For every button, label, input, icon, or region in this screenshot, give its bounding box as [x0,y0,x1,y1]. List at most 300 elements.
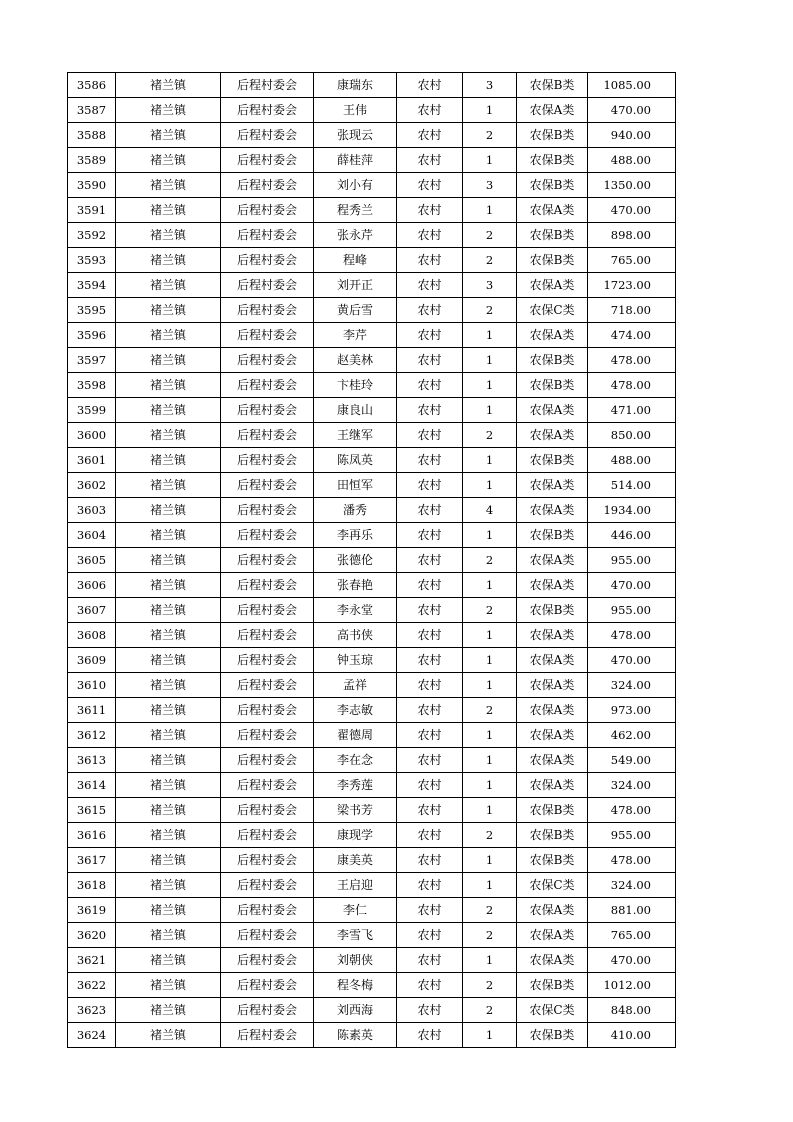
table-row [68,898,676,923]
insurance-category-cell: 农保B类 [517,798,588,823]
insurance-category-cell: 农保B类 [517,223,588,248]
town-cell: 褚兰镇 [116,198,221,223]
name-cell: 张现云 [314,123,397,148]
serial-number-cell: 3613 [68,748,116,773]
table-row [68,348,676,373]
serial-number-cell: 3622 [68,973,116,998]
serial-number-cell: 3590 [68,173,116,198]
household-type-cell: 农村 [397,498,463,523]
amount-cell: 718.00 [588,298,676,323]
amount-cell: 973.00 [588,698,676,723]
table-row [68,948,676,973]
town-cell: 褚兰镇 [116,598,221,623]
serial-number-cell: 3599 [68,398,116,423]
serial-number-cell: 3608 [68,623,116,648]
serial-number-cell: 3615 [68,798,116,823]
name-cell: 翟德周 [314,723,397,748]
amount-cell: 765.00 [588,923,676,948]
household-type-cell: 农村 [397,323,463,348]
insurance-category-cell: 农保A类 [517,948,588,973]
serial-number-cell: 3618 [68,873,116,898]
amount-cell: 446.00 [588,523,676,548]
serial-number-cell: 3614 [68,773,116,798]
village-committee-cell: 后程村委会 [221,573,314,598]
people-count-cell: 1 [463,723,517,748]
household-type-cell: 农村 [397,848,463,873]
town-cell: 褚兰镇 [116,148,221,173]
household-type-cell: 农村 [397,223,463,248]
serial-number-cell: 3587 [68,98,116,123]
people-count-cell: 2 [463,998,517,1023]
insurance-category-cell: 农保B类 [517,248,588,273]
household-type-cell: 农村 [397,623,463,648]
insurance-category-cell: 农保A类 [517,573,588,598]
household-type-cell: 农村 [397,1023,463,1048]
people-count-cell: 3 [463,273,517,298]
insurance-category-cell: 农保B类 [517,1023,588,1048]
household-type-cell: 农村 [397,273,463,298]
household-type-cell: 农村 [397,98,463,123]
name-cell: 李仁 [314,898,397,923]
people-count-cell: 1 [463,873,517,898]
table-row [68,423,676,448]
serial-number-cell: 3603 [68,498,116,523]
people-count-cell: 1 [463,848,517,873]
village-committee-cell: 后程村委会 [221,973,314,998]
amount-cell: 881.00 [588,898,676,923]
serial-number-cell: 3617 [68,848,116,873]
serial-number-cell: 3605 [68,548,116,573]
amount-cell: 549.00 [588,748,676,773]
town-cell: 褚兰镇 [116,1023,221,1048]
village-committee-cell: 后程村委会 [221,923,314,948]
amount-cell: 470.00 [588,98,676,123]
household-type-cell: 农村 [397,123,463,148]
town-cell: 褚兰镇 [116,173,221,198]
serial-number-cell: 3621 [68,948,116,973]
name-cell: 张永芹 [314,223,397,248]
village-committee-cell: 后程村委会 [221,598,314,623]
village-committee-cell: 后程村委会 [221,748,314,773]
name-cell: 李志敏 [314,698,397,723]
amount-cell: 478.00 [588,798,676,823]
town-cell: 褚兰镇 [116,323,221,348]
relief-roster-table [67,72,676,1048]
amount-cell: 470.00 [588,573,676,598]
amount-cell: 955.00 [588,823,676,848]
people-count-cell: 2 [463,223,517,248]
household-type-cell: 农村 [397,598,463,623]
household-type-cell: 农村 [397,948,463,973]
town-cell: 褚兰镇 [116,423,221,448]
name-cell: 康瑞东 [314,73,397,98]
serial-number-cell: 3611 [68,698,116,723]
village-committee-cell: 后程村委会 [221,723,314,748]
insurance-category-cell: 农保A类 [517,648,588,673]
amount-cell: 488.00 [588,148,676,173]
insurance-category-cell: 农保C类 [517,298,588,323]
town-cell: 褚兰镇 [116,998,221,1023]
household-type-cell: 农村 [397,398,463,423]
village-committee-cell: 后程村委会 [221,398,314,423]
village-committee-cell: 后程村委会 [221,73,314,98]
town-cell: 褚兰镇 [116,673,221,698]
household-type-cell: 农村 [397,448,463,473]
name-cell: 程峰 [314,248,397,273]
name-cell: 康现学 [314,823,397,848]
serial-number-cell: 3624 [68,1023,116,1048]
village-committee-cell: 后程村委会 [221,323,314,348]
table-row [68,698,676,723]
household-type-cell: 农村 [397,248,463,273]
household-type-cell: 农村 [397,173,463,198]
serial-number-cell: 3594 [68,273,116,298]
amount-cell: 1012.00 [588,973,676,998]
name-cell: 刘西海 [314,998,397,1023]
village-committee-cell: 后程村委会 [221,148,314,173]
amount-cell: 478.00 [588,348,676,373]
town-cell: 褚兰镇 [116,398,221,423]
serial-number-cell: 3588 [68,123,116,148]
amount-cell: 470.00 [588,648,676,673]
people-count-cell: 2 [463,923,517,948]
town-cell: 褚兰镇 [116,523,221,548]
insurance-category-cell: 农保A类 [517,98,588,123]
name-cell: 康良山 [314,398,397,423]
people-count-cell: 1 [463,1023,517,1048]
amount-cell: 1350.00 [588,173,676,198]
people-count-cell: 1 [463,373,517,398]
town-cell: 褚兰镇 [116,973,221,998]
town-cell: 褚兰镇 [116,648,221,673]
people-count-cell: 2 [463,898,517,923]
insurance-category-cell: 农保A类 [517,198,588,223]
village-committee-cell: 后程村委会 [221,698,314,723]
people-count-cell: 1 [463,523,517,548]
table-row [68,473,676,498]
name-cell: 卞桂玲 [314,373,397,398]
table-row [68,123,676,148]
town-cell: 褚兰镇 [116,923,221,948]
people-count-cell: 2 [463,298,517,323]
insurance-category-cell: 农保B类 [517,148,588,173]
village-committee-cell: 后程村委会 [221,98,314,123]
insurance-category-cell: 农保A类 [517,748,588,773]
insurance-category-cell: 农保A类 [517,698,588,723]
village-committee-cell: 后程村委会 [221,123,314,148]
town-cell: 褚兰镇 [116,573,221,598]
table-row [68,848,676,873]
table-row [68,623,676,648]
insurance-category-cell: 农保B类 [517,523,588,548]
table-row [68,973,676,998]
people-count-cell: 1 [463,748,517,773]
people-count-cell: 2 [463,548,517,573]
household-type-cell: 农村 [397,648,463,673]
village-committee-cell: 后程村委会 [221,473,314,498]
insurance-category-cell: 农保C类 [517,998,588,1023]
town-cell: 褚兰镇 [116,798,221,823]
village-committee-cell: 后程村委会 [221,173,314,198]
amount-cell: 324.00 [588,773,676,798]
serial-number-cell: 3595 [68,298,116,323]
serial-number-cell: 3623 [68,998,116,1023]
amount-cell: 470.00 [588,198,676,223]
village-committee-cell: 后程村委会 [221,298,314,323]
village-committee-cell: 后程村委会 [221,798,314,823]
insurance-category-cell: 农保B类 [517,973,588,998]
table-row [68,923,676,948]
town-cell: 褚兰镇 [116,98,221,123]
amount-cell: 410.00 [588,1023,676,1048]
household-type-cell: 农村 [397,823,463,848]
table-row [68,823,676,848]
people-count-cell: 1 [463,948,517,973]
village-committee-cell: 后程村委会 [221,998,314,1023]
insurance-category-cell: 农保C类 [517,873,588,898]
village-committee-cell: 后程村委会 [221,273,314,298]
name-cell: 潘秀 [314,498,397,523]
serial-number-cell: 3597 [68,348,116,373]
village-committee-cell: 后程村委会 [221,548,314,573]
people-count-cell: 2 [463,598,517,623]
insurance-category-cell: 农保B类 [517,823,588,848]
household-type-cell: 农村 [397,373,463,398]
town-cell: 褚兰镇 [116,373,221,398]
amount-cell: 940.00 [588,123,676,148]
insurance-category-cell: 农保A类 [517,498,588,523]
serial-number-cell: 3593 [68,248,116,273]
table-row [68,548,676,573]
people-count-cell: 4 [463,498,517,523]
amount-cell: 474.00 [588,323,676,348]
name-cell: 田恒军 [314,473,397,498]
insurance-category-cell: 农保B类 [517,598,588,623]
amount-cell: 1723.00 [588,273,676,298]
serial-number-cell: 3607 [68,598,116,623]
name-cell: 刘小有 [314,173,397,198]
household-type-cell: 农村 [397,573,463,598]
household-type-cell: 农村 [397,898,463,923]
insurance-category-cell: 农保B类 [517,448,588,473]
household-type-cell: 农村 [397,748,463,773]
village-committee-cell: 后程村委会 [221,1023,314,1048]
table-row [68,248,676,273]
table-row [68,773,676,798]
name-cell: 李雪飞 [314,923,397,948]
table-row [68,323,676,348]
people-count-cell: 3 [463,173,517,198]
name-cell: 陈凤英 [314,448,397,473]
people-count-cell: 1 [463,573,517,598]
table-row [68,573,676,598]
people-count-cell: 1 [463,448,517,473]
village-committee-cell: 后程村委会 [221,223,314,248]
town-cell: 褚兰镇 [116,773,221,798]
serial-number-cell: 3620 [68,923,116,948]
insurance-category-cell: 农保A类 [517,473,588,498]
name-cell: 钟玉琼 [314,648,397,673]
amount-cell: 1934.00 [588,498,676,523]
table-row [68,723,676,748]
people-count-cell: 2 [463,698,517,723]
village-committee-cell: 后程村委会 [221,248,314,273]
town-cell: 褚兰镇 [116,248,221,273]
people-count-cell: 1 [463,398,517,423]
household-type-cell: 农村 [397,998,463,1023]
serial-number-cell: 3600 [68,423,116,448]
amount-cell: 955.00 [588,548,676,573]
name-cell: 梁书芳 [314,798,397,823]
name-cell: 孟祥 [314,673,397,698]
serial-number-cell: 3592 [68,223,116,248]
village-committee-cell: 后程村委会 [221,648,314,673]
town-cell: 褚兰镇 [116,698,221,723]
table-row [68,173,676,198]
amount-cell: 514.00 [588,473,676,498]
table-row [68,298,676,323]
serial-number-cell: 3598 [68,373,116,398]
household-type-cell: 农村 [397,973,463,998]
village-committee-cell: 后程村委会 [221,773,314,798]
village-committee-cell: 后程村委会 [221,873,314,898]
table-row [68,873,676,898]
table-row [68,223,676,248]
table-row [68,748,676,773]
village-committee-cell: 后程村委会 [221,623,314,648]
table-row [68,1023,676,1048]
insurance-category-cell: 农保B类 [517,348,588,373]
name-cell: 薛桂萍 [314,148,397,173]
table-row [68,98,676,123]
name-cell: 刘开正 [314,273,397,298]
village-committee-cell: 后程村委会 [221,448,314,473]
table-row [68,398,676,423]
people-count-cell: 1 [463,98,517,123]
insurance-category-cell: 农保A类 [517,623,588,648]
town-cell: 褚兰镇 [116,623,221,648]
table-row [68,673,676,698]
name-cell: 张德伦 [314,548,397,573]
table-row [68,798,676,823]
people-count-cell: 1 [463,323,517,348]
serial-number-cell: 3616 [68,823,116,848]
town-cell: 褚兰镇 [116,448,221,473]
amount-cell: 471.00 [588,398,676,423]
serial-number-cell: 3610 [68,673,116,698]
insurance-category-cell: 农保B类 [517,848,588,873]
serial-number-cell: 3589 [68,148,116,173]
name-cell: 王继军 [314,423,397,448]
table-row [68,648,676,673]
people-count-cell: 2 [463,123,517,148]
people-count-cell: 2 [463,248,517,273]
town-cell: 褚兰镇 [116,273,221,298]
town-cell: 褚兰镇 [116,348,221,373]
people-count-cell: 1 [463,198,517,223]
name-cell: 赵美林 [314,348,397,373]
village-committee-cell: 后程村委会 [221,673,314,698]
village-committee-cell: 后程村委会 [221,373,314,398]
village-committee-cell: 后程村委会 [221,198,314,223]
insurance-category-cell: 农保A类 [517,923,588,948]
household-type-cell: 农村 [397,423,463,448]
town-cell: 褚兰镇 [116,848,221,873]
amount-cell: 898.00 [588,223,676,248]
amount-cell: 462.00 [588,723,676,748]
town-cell: 褚兰镇 [116,473,221,498]
name-cell: 李芹 [314,323,397,348]
name-cell: 高书侠 [314,623,397,648]
table-row [68,998,676,1023]
insurance-category-cell: 农保A类 [517,723,588,748]
amount-cell: 850.00 [588,423,676,448]
town-cell: 褚兰镇 [116,298,221,323]
household-type-cell: 农村 [397,523,463,548]
insurance-category-cell: 农保A类 [517,673,588,698]
household-type-cell: 农村 [397,298,463,323]
insurance-category-cell: 农保A类 [517,773,588,798]
household-type-cell: 农村 [397,698,463,723]
serial-number-cell: 3596 [68,323,116,348]
household-type-cell: 农村 [397,673,463,698]
people-count-cell: 3 [463,73,517,98]
serial-number-cell: 3602 [68,473,116,498]
amount-cell: 765.00 [588,248,676,273]
insurance-category-cell: 农保A类 [517,323,588,348]
name-cell: 黄后雪 [314,298,397,323]
village-committee-cell: 后程村委会 [221,498,314,523]
town-cell: 褚兰镇 [116,498,221,523]
insurance-category-cell: 农保B类 [517,373,588,398]
town-cell: 褚兰镇 [116,823,221,848]
table-row [68,523,676,548]
name-cell: 李在念 [314,748,397,773]
serial-number-cell: 3586 [68,73,116,98]
village-committee-cell: 后程村委会 [221,948,314,973]
insurance-category-cell: 农保B类 [517,123,588,148]
town-cell: 褚兰镇 [116,723,221,748]
name-cell: 陈素英 [314,1023,397,1048]
village-committee-cell: 后程村委会 [221,348,314,373]
insurance-category-cell: 农保B类 [517,73,588,98]
people-count-cell: 2 [463,423,517,448]
people-count-cell: 1 [463,773,517,798]
serial-number-cell: 3612 [68,723,116,748]
table-row [68,598,676,623]
insurance-category-cell: 农保A类 [517,398,588,423]
name-cell: 李再乐 [314,523,397,548]
household-type-cell: 农村 [397,548,463,573]
serial-number-cell: 3619 [68,898,116,923]
amount-cell: 470.00 [588,948,676,973]
town-cell: 褚兰镇 [116,748,221,773]
household-type-cell: 农村 [397,723,463,748]
amount-cell: 1085.00 [588,73,676,98]
village-committee-cell: 后程村委会 [221,898,314,923]
people-count-cell: 1 [463,348,517,373]
people-count-cell: 1 [463,673,517,698]
table-row [68,373,676,398]
name-cell: 程冬梅 [314,973,397,998]
amount-cell: 324.00 [588,673,676,698]
town-cell: 褚兰镇 [116,873,221,898]
household-type-cell: 农村 [397,923,463,948]
town-cell: 褚兰镇 [116,73,221,98]
name-cell: 刘朝侠 [314,948,397,973]
household-type-cell: 农村 [397,798,463,823]
table-body [68,73,676,1048]
